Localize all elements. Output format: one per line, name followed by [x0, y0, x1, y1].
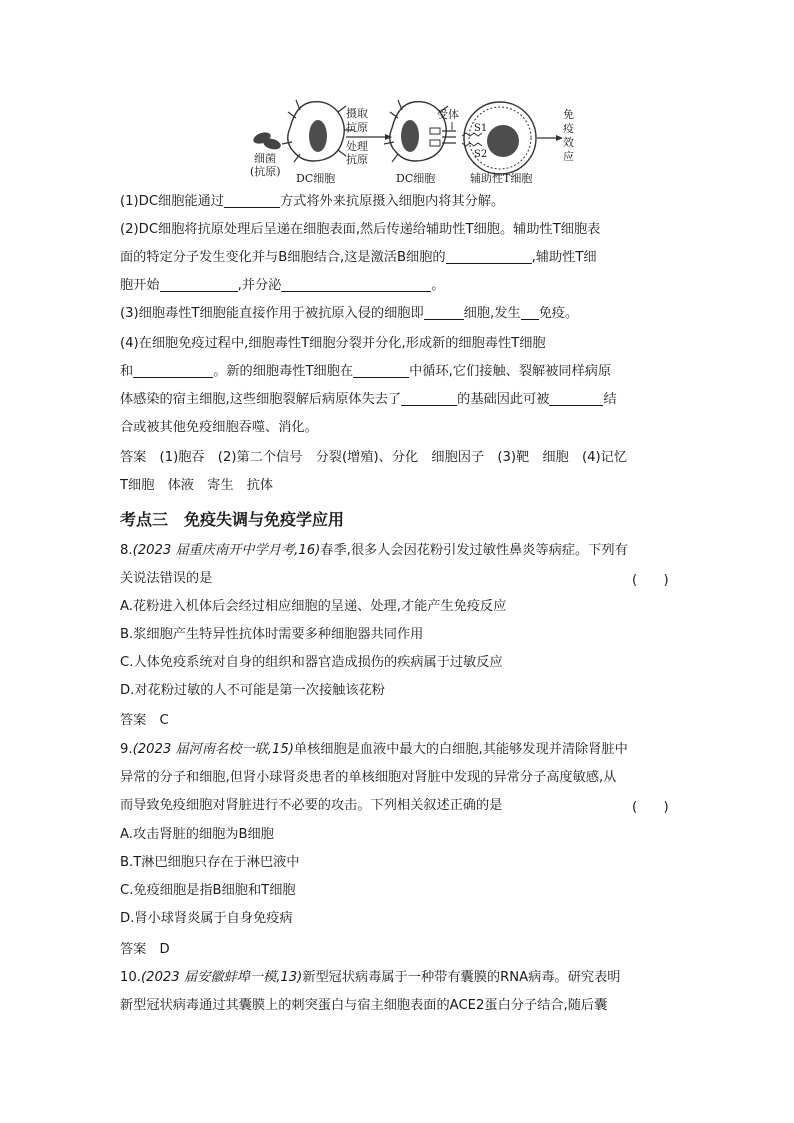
label-helper-t: 辅助性T细胞: [470, 172, 533, 185]
q7-part3: [120, 304, 680, 324]
label-process-2: 抗原: [346, 153, 368, 166]
text: 细胞,发生: [463, 306, 521, 321]
blank: [224, 193, 280, 208]
text: ,并分泌: [237, 278, 282, 293]
text: (3)细胞毒性T细胞能直接作用于被抗原入侵的细胞即: [120, 306, 424, 321]
text: 体感染的宿主细胞,这些细胞裂解后病原体失去了: [120, 392, 402, 407]
q9-line3: [120, 796, 680, 816]
q9-option-c: [120, 881, 680, 901]
label-effect-3: 效: [563, 136, 574, 149]
label-dc-1: DC细胞: [296, 172, 336, 185]
label-dc-2: DC细胞: [396, 172, 436, 185]
q7-part2-line3: [120, 276, 680, 296]
label-bacteria: 细菌: [254, 152, 276, 165]
label-process-1: 处理: [346, 140, 368, 153]
label-uptake-1: 摄取: [346, 107, 368, 120]
q7-part4-line3: [120, 390, 680, 410]
text: 面的特定分子发生变化并与B细胞结合,这是激活B细胞的: [120, 250, 446, 265]
text: C.免疫细胞是指B细胞和T细胞: [120, 883, 296, 898]
blank: [353, 363, 409, 378]
question-number: 10.: [120, 970, 141, 985]
text: (2)DC细胞将抗原处理后呈递在细胞表面,然后传递给辅助性T细胞。辅助性T细胞表: [120, 222, 601, 237]
q7-part2-line2: [120, 248, 680, 268]
text: 异常的分子和细胞,但肾小球肾炎患者的单核细胞对肾脏中发现的异常分子高度敏感,从: [120, 770, 617, 785]
q8-option-d: [120, 681, 680, 701]
question-number: 8.: [120, 543, 133, 558]
q10-line1: [120, 968, 680, 988]
question-source: (2023 届重庆南开中学月考,16): [132, 543, 321, 558]
text: T细胞 体液 寄生 抗体: [120, 478, 274, 493]
q7-part4-line2: [120, 362, 680, 382]
blank: [281, 277, 431, 292]
q10-line2: [120, 996, 680, 1016]
text: A.攻击肾脏的细胞为B细胞: [120, 827, 274, 842]
q8-answer: [120, 711, 680, 731]
helper-t-cell-icon: [462, 102, 536, 174]
text: 合或被其他免疫细胞吞噬、消化。: [120, 420, 318, 435]
text: 而导致免疫细胞对肾脏进行不必要的攻击。下列相关叙述正确的是: [120, 798, 503, 813]
question-source: (2023 届安徽蚌埠一模,13): [140, 970, 303, 985]
text: 中循环,它们接触、裂解被同样病原: [409, 364, 612, 379]
answer-7-line2: [120, 476, 680, 496]
text: 的基础因此可被: [457, 392, 550, 407]
blank: [549, 391, 603, 406]
question-source: (2023 届河南名校一联,15): [132, 742, 294, 757]
text: 单核细胞是血液中最大的白细胞,其能够发现并清除肾脏中: [293, 742, 628, 757]
q7-part2-line1: [120, 220, 680, 240]
text: ,辅助性T细: [531, 250, 597, 265]
text: 答案 D: [120, 942, 170, 957]
label-uptake-2: 抗原: [346, 121, 368, 134]
text: 答案 C: [120, 713, 169, 728]
blank: [401, 391, 457, 406]
blank: [424, 305, 464, 320]
text: 答案 (1)胞吞 (2)第二个信号 分裂(增殖)、分化 细胞因子 (3)靶 细胞 (4)记忆: [120, 450, 628, 465]
label-antigen: (抗原): [250, 165, 281, 178]
text: 免疫。: [538, 306, 579, 321]
label-effect-4: 应: [563, 150, 574, 163]
answer-paren: ( ): [632, 800, 669, 815]
text: 新型冠状病毒通过其囊膜上的刺突蛋白与宿主细胞表面的ACE2蛋白分子结合,随后囊: [120, 998, 608, 1013]
text: (1)DC细胞能通过: [120, 194, 224, 209]
q7-part1: [120, 192, 680, 212]
text: D.肾小球肾炎属于自身免疫病: [120, 911, 293, 926]
q9-line1: [120, 740, 680, 760]
text: 方式将外来抗原摄入细胞内将其分解。: [279, 194, 505, 209]
answer-paren: ( ): [632, 573, 669, 588]
text: (4)在细胞免疫过程中,细胞毒性T细胞分裂并分化,形成新的细胞毒性T细胞: [120, 336, 546, 351]
answer-7-line1: [120, 448, 680, 468]
text: D.对花粉过敏的人不可能是第一次接触该花粉: [120, 683, 385, 698]
text: 。: [431, 278, 445, 293]
q8-option-b: [120, 625, 680, 645]
text: 结: [603, 392, 617, 407]
q9-line2: [120, 768, 680, 788]
text: A.花粉进入机体后会经过相应细胞的呈递、处理,才能产生免疫反应: [120, 599, 507, 614]
arrow-1-head: [385, 134, 392, 140]
q8-option-c: [120, 653, 680, 673]
dc-cell-1-icon: [282, 100, 354, 162]
blank: [133, 363, 213, 378]
question-number: 9.: [120, 742, 133, 757]
label-effect-2: 疫: [563, 122, 574, 135]
q8-line2: [120, 569, 680, 589]
text: 关说法错误的是: [120, 571, 213, 586]
label-effect-1: 免: [563, 108, 574, 121]
q8-option-a: [120, 597, 680, 617]
text: 春季,很多人会因花粉引发过敏性鼻炎等病症。下列有: [320, 543, 628, 558]
q9-option-a: [120, 825, 680, 845]
bacteria-icon: [252, 130, 282, 151]
text: 和: [120, 364, 134, 379]
blank: [521, 305, 539, 320]
text: C.人体免疫系统对自身的组织和器官造成损伤的疾病属于过敏反应: [120, 655, 503, 670]
q8-line1: [120, 541, 680, 561]
q9-option-d: [120, 909, 680, 929]
q9-option-b: [120, 853, 680, 873]
text: B.T淋巴细胞只存在于淋巴液中: [120, 855, 300, 870]
q7-part4-line4: [120, 418, 680, 438]
arrow-effect-head: [556, 135, 563, 141]
text: 胞开始: [120, 278, 160, 293]
text: B.浆细胞产生特异性抗体时需要多种细胞器共同作用: [120, 627, 424, 642]
label-receptor: 受体: [437, 108, 459, 121]
blank: [160, 277, 238, 292]
q9-answer: [120, 940, 680, 960]
label-s1: S1: [474, 123, 488, 134]
text: 新型冠状病毒属于一种带有囊膜的RNA病毒。研究表明: [302, 970, 621, 985]
section-title: 考点三 免疫失调与免疫学应用: [120, 510, 345, 529]
immune-diagram: [0, 0, 794, 190]
blank: [446, 249, 532, 264]
text: 。新的细胞毒性T细胞在: [213, 364, 354, 379]
label-s2: S2: [474, 149, 488, 160]
q7-part4-line1: [120, 334, 680, 354]
